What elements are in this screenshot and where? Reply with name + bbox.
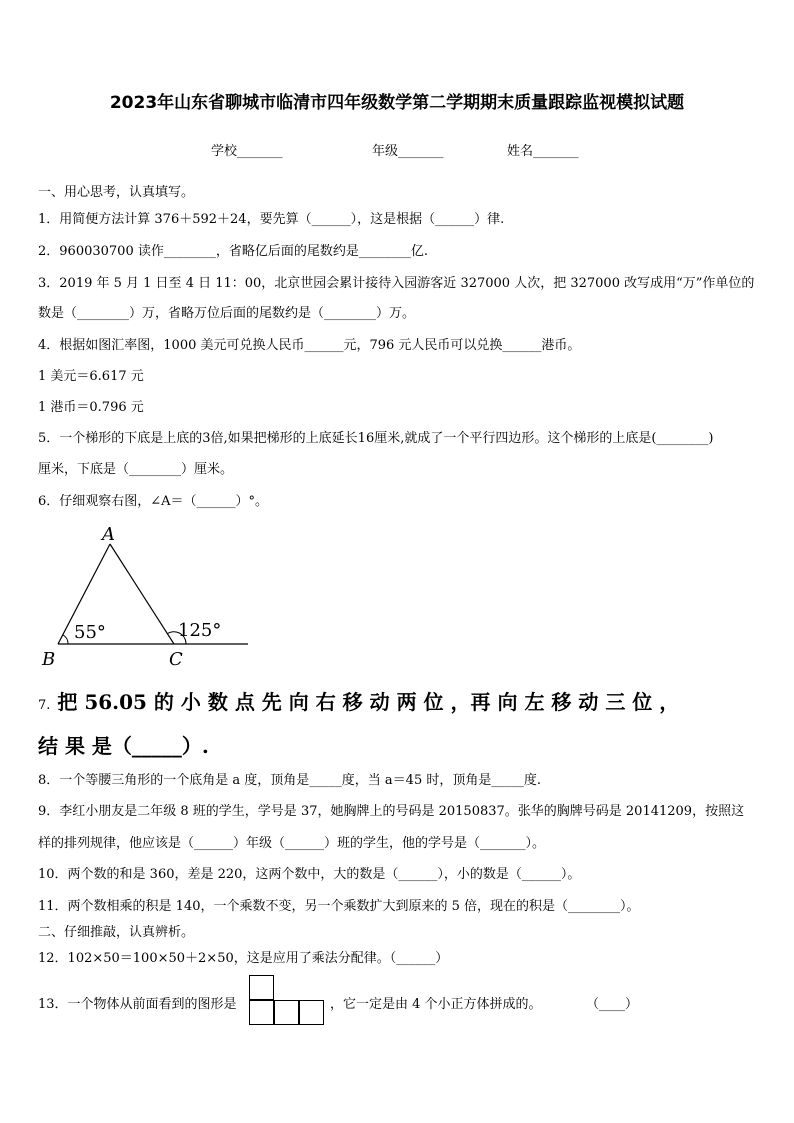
question-13-prefix: 13．一个物体从前面看到的图形是	[38, 997, 237, 1012]
question-5-line-1: 5．一个梯形的下底是上底的3倍,如果把梯形的上底延长16厘米,就成了一个平行四边形。这个梯形的上底是(________)	[38, 431, 714, 446]
question-7-text: 把 56.05 的 小 数 点 先 向 右 移 动 两 位 ，再 向 左 移 动 三 位 ，	[57, 690, 680, 714]
question-4: 4．根据如图汇率图，1000 美元可兑换人民币______元，796 元人民币可以兑换______港币。	[38, 338, 581, 353]
vertex-b-label: B	[42, 649, 56, 670]
name-field: 姓名_______	[507, 144, 579, 159]
cube-square-top	[249, 975, 274, 1000]
cube-square-bottom-3	[299, 1000, 324, 1025]
question-11: 11．两个数相乘的积是 140，一个乘数不变，另一个乘数扩大到原来的 5 倍，现在的积是（________）。	[38, 899, 640, 914]
vertex-a-label: A	[102, 524, 115, 545]
triangle-figure	[38, 522, 253, 672]
section-heading-1: 一、用心思考，认真填写。	[38, 185, 195, 200]
exterior-angle-label: 125°	[178, 620, 222, 641]
question-7-line-2: 结 果 是（_____）.	[38, 734, 209, 758]
question-13-answer-blank: （____）	[586, 997, 639, 1012]
exchange-rate-usd: 1 美元＝6.617 元	[38, 369, 144, 384]
cube-square-bottom-2	[274, 1000, 299, 1025]
question-3-line-2: 数是（________）万，省略万位后面的尾数约是（________）万。	[38, 306, 416, 321]
cube-square-bottom-1	[249, 1000, 274, 1025]
school-field: 学校_______	[211, 144, 283, 159]
section-heading-2: 二、仔细推敲，认真辨析。	[38, 925, 195, 940]
question-10: 10．两个数的和是 360，差是 220，这两个数中，大的数是（______），小的数是（______）。	[38, 867, 581, 882]
question-7-number: 7.	[38, 698, 51, 713]
question-9-line-2: 样的排列规律，他应该是（______）年级（______）班的学生，他的学号是（_______）。	[38, 836, 546, 851]
question-9-line-1: 9．李红小朋友是二年级 8 班的学生，学号是 37，她胸牌上的号码是 20150837。张华的胸牌号码是 20141209，按照这	[38, 804, 745, 819]
question-13-suffix: ，它一定是由 4 个小正方体拼成的。	[330, 997, 542, 1012]
question-8: 8．一个等腰三角形的一个底角是 a 度，顶角是_____度，当 a＝45 时，顶角是_____度.	[38, 773, 541, 788]
question-6: 6．仔细观察右图，∠A＝（______）°。	[38, 494, 269, 509]
grade-field: 年级_______	[372, 144, 444, 159]
question-12: 12．102×50＝100×50＋2×50，这是应用了乘法分配律。（______）	[38, 951, 449, 966]
exchange-rate-hkd: 1 港币＝0.796 元	[38, 400, 144, 415]
vertex-c-label: C	[169, 649, 183, 670]
question-5-line-2: 厘米，下底是（________）厘米。	[38, 462, 234, 477]
question-2: 2．960030700 读作________，省略亿后面的尾数约是________亿.	[38, 244, 428, 259]
question-1: 1．用简便方法计算 376＋592＋24，要先算（______），这是根据（______）律.	[38, 212, 505, 227]
page-title: 2023年山东省聊城市临清市四年级数学第二学期期末质量跟踪监视模拟试题	[109, 93, 685, 113]
question-7-line-1	[38, 686, 679, 715]
question-3-line-1: 3．2019 年 5 月 1 日至 4 日 11：00，北京世园会累计接待入园游客近 327000 人次，把 327000 改写成用“万”作单位的	[38, 276, 755, 291]
angle-b-label: 55°	[74, 622, 106, 643]
